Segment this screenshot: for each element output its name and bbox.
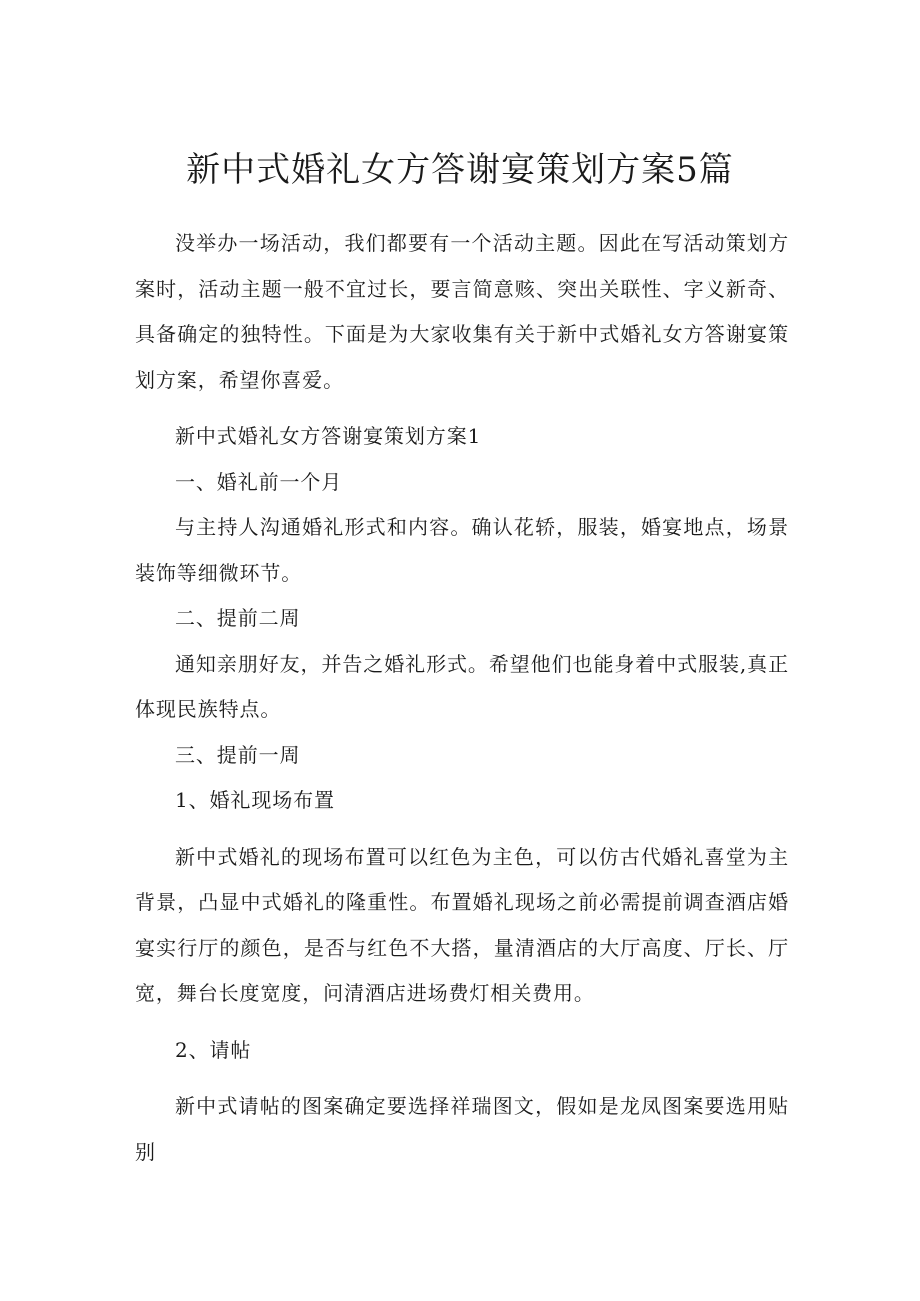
paragraph-two-weeks: 通知亲朋好友，并告之婚礼形式。希望他们也能身着中式服装,真正体现民族特点。 — [135, 651, 789, 721]
paragraph-one-month: 与主持人沟通婚礼形式和内容。确认花轿，服装，婚宴地点，场景装饰等细微环节。 — [135, 515, 789, 585]
intro-paragraph: 没举办一场活动，我们都要有一个活动主题。因此在写活动策划方案时，活动主题一般不宜过长，要言简意赅、突出关联性、字义新奇、具备确定的独特性。下面是为大家收集有关于新中式婚礼女方答谢宴策划方案，希望你喜爱。 — [135, 231, 789, 392]
document-body — [135, 221, 789, 1175]
subheading-venue-layout: 1、婚礼现场布置 — [175, 788, 335, 812]
heading-one-month: 一、婚礼前一个月 — [175, 469, 343, 494]
paragraph-invitation: 新中式请帖的图案确定要选择祥瑞图文，假如是龙凤图案要选用贴别 — [135, 1094, 789, 1164]
heading-one-week: 三、提前一周 — [175, 742, 301, 767]
document-title: 新中式婚礼女方答谢宴策划方案5篇 — [186, 150, 734, 190]
paragraph-venue-layout: 新中式婚礼的现场布置可以红色为主色，可以仿古代婚礼喜堂为主背景，凸显中式婚礼的隆重性。布置婚礼现场之前必需提前调查酒店婚宴实行厅的颜色，是否与红色不大搭，量清酒店的大厅高度、厅长、厅宽，舞台长度宽度，问清酒店进场费灯相关费用。 — [135, 844, 789, 1005]
subheading-invitation: 2、请帖 — [175, 1037, 252, 1062]
heading-two-weeks: 二、提前二周 — [175, 606, 301, 630]
section-title: 新中式婚礼女方答谢宴策划方案1 — [175, 424, 482, 448]
